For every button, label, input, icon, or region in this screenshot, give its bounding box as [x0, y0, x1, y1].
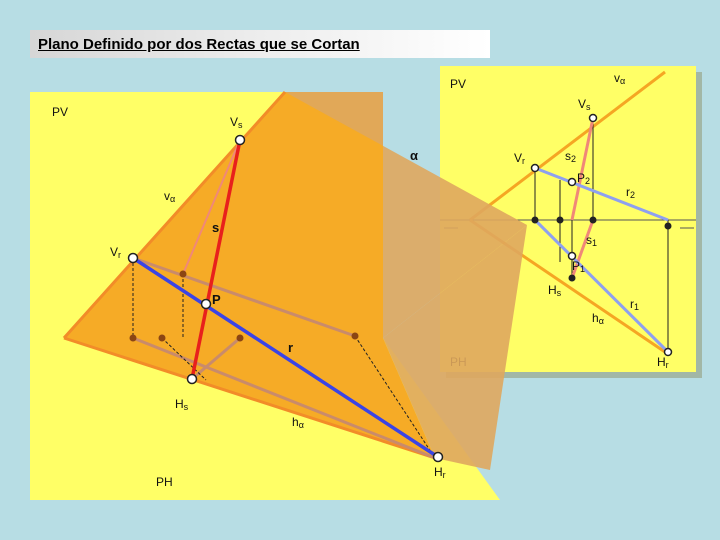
point-p-ground [557, 217, 564, 224]
point-vs-right [590, 115, 597, 122]
label-vs-left: Vs [230, 115, 243, 130]
point-hs-right [569, 275, 576, 282]
point-vs-ground [590, 217, 597, 224]
label-vr-left: Vr [110, 245, 122, 260]
label-halpha-left: hα [292, 415, 304, 430]
label-valpha-left: vα [164, 189, 176, 204]
point-r-v-proj [180, 271, 187, 278]
point-hr-ground [665, 223, 672, 230]
label-p1: P1 [572, 259, 586, 274]
label-s1: s1 [586, 233, 598, 248]
label-hs-left: Hs [175, 397, 189, 412]
point-s-ground [237, 335, 244, 342]
label-vr-right: Vr [514, 151, 526, 166]
page-title: Plano Definido por dos Rectas que se Cortan [38, 36, 360, 53]
label-halpha-right: hα [592, 311, 604, 326]
label-s2: s2 [565, 149, 577, 164]
label-hr-right: Hr [657, 355, 669, 370]
label-vs-right: Vs [578, 97, 591, 112]
label-r-left: r [288, 340, 294, 355]
point-p2 [569, 179, 576, 186]
point-vr-ground-3d [130, 335, 137, 342]
point-vs-3d [236, 136, 245, 145]
point-vr-ground [532, 217, 539, 224]
label-pv-left: PV [52, 105, 69, 119]
label-alpha-mid: α [410, 148, 418, 163]
point-vr-3d [129, 254, 138, 263]
point-hr-vproj-3d [352, 333, 359, 340]
label-p-left: P [212, 292, 221, 307]
label-r1: r1 [630, 297, 640, 312]
point-vr-right [532, 165, 539, 172]
point-p-3d [202, 300, 211, 309]
point-hs-3d [188, 375, 197, 384]
label-ph-left: PH [156, 475, 173, 489]
label-hs-right: Hs [548, 283, 562, 298]
label-pv-right: PV [450, 77, 467, 91]
label-s-left: s [212, 220, 220, 235]
label-p2: P2 [577, 171, 591, 186]
label-hr-left: Hr [434, 465, 446, 480]
label-r2: r2 [626, 185, 636, 200]
label-valpha-right: vα [614, 71, 626, 86]
point-p-ground-3d [159, 335, 166, 342]
point-hr-3d [434, 453, 443, 462]
